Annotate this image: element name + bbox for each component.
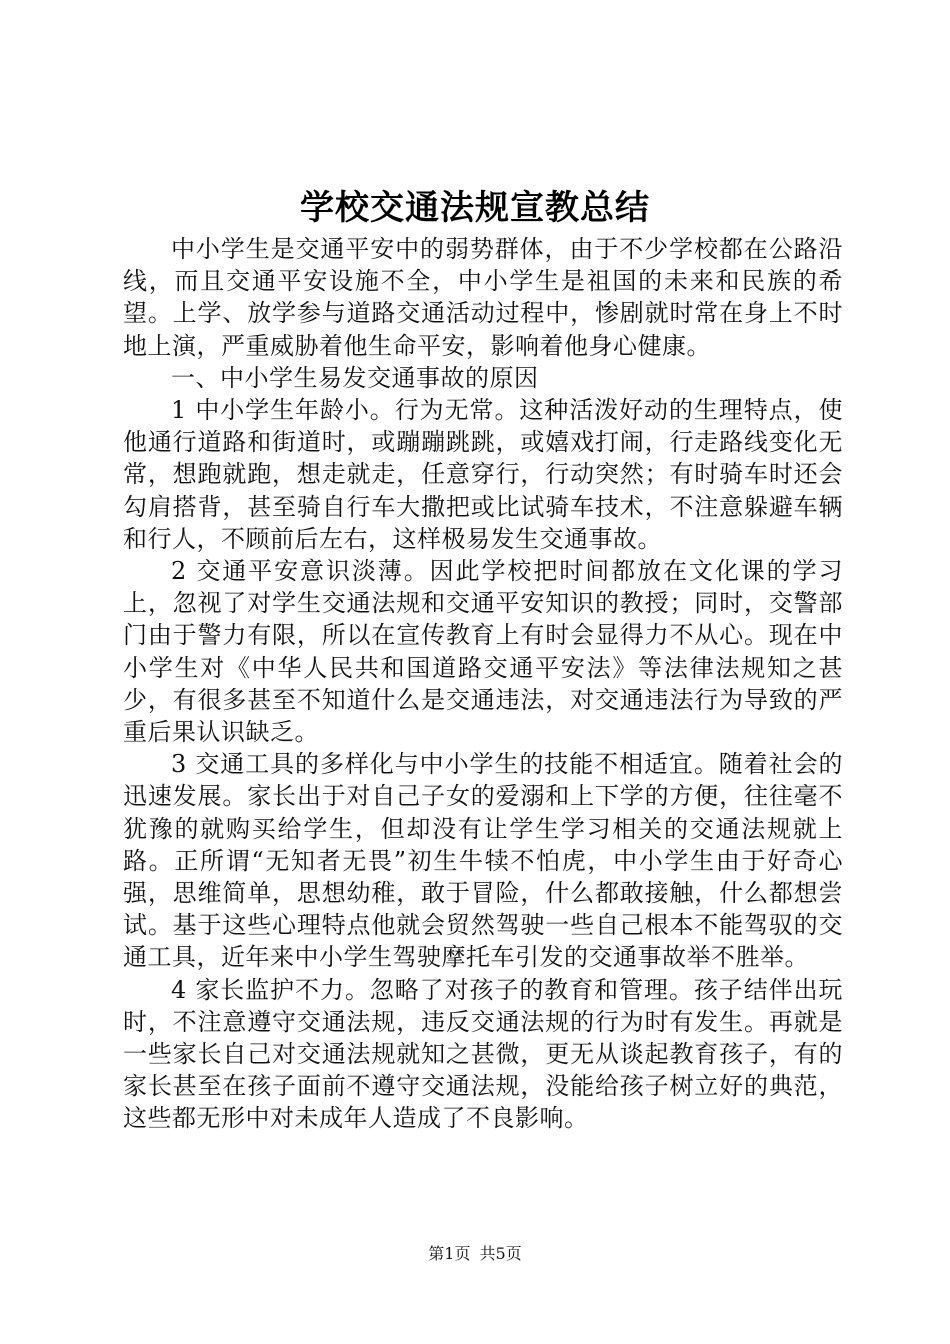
page-number-footer: 第1页 共5页 bbox=[428, 1244, 522, 1263]
document-title: 学校交通法规宣教总结 bbox=[300, 188, 650, 228]
body-paragraph: 3 交通工具的多样化与中小学生的技能不相适宜。随着社会的迅速发展。家长出于对自己子女的爱溺和上下学的方便，往往毫不犹豫的就购买给学生，但却没有让学生学习相关的交通法规就上路。正所谓“无知者无畏”初生牛犊不怕虎，中小学生由于好奇心强，思维简单，思想幼稚，敢于冒险，什么都敢接触，什么都想尝试。基于这些心理特点他就会贸然驾驶一些自己根本不能驾驭的交通工具，近年来中小学生驾驶摩托车引发的交通事故举不胜举。 bbox=[123, 750, 843, 972]
intro-paragraph: 中小学生是交通平安中的弱势群体，由于不少学校都在公路沿线，而且交通平安设施不全，中小学生是祖国的未来和民族的希望。上学、放学参与道路交通活动过程中，惨剧就时常在身上不时地上演，严重威胁着他生命平安，影响着他身心健康。 bbox=[123, 235, 843, 360]
body-paragraph: 1 中小学生年龄小。行为无常。这种活泼好动的生理特点，使他通行道路和街道时，或蹦蹦跳跳，或嬉戏打闹，行走路线变化无常，想跑就跑，想走就走，任意穿行，行动突然；有时骑车时还会勾肩搭背，甚至骑自行车大撒把或比试骑车技术，不注意躲避车辆和行人，不顾前后左右，这样极易发生交通事故。 bbox=[123, 396, 843, 553]
body-paragraph: 4 家长监护不力。忽略了对孩子的教育和管理。孩子结伴出玩时，不注意遵守交通法规，违反交通法规的行为时有发生。再就是一些家长自己对交通法规就知之甚微，更无从谈起教育孩子，有的家长甚至在孩子面前不遵守交通法规，没能给孩子树立好的典范，这些都无形中对未成年人造成了不良影响。 bbox=[123, 975, 843, 1133]
section-heading: 一、中小学生易发交通事故的原因 bbox=[171, 363, 539, 392]
body-paragraph: 2 交通平安意识淡薄。因此学校把时间都放在文化课的学习上，忽视了对学生交通法规和交通平安知识的教授；同时，交警部门由于警力有限，所以在宣传教育上有时会显得力不从心。现在中小学生对《中华人民共和国道路交通平安法》等法律法规知之甚少，有很多甚至不知道什么是交通违法，对交通违法行为导致的严重后果认识缺乏。 bbox=[123, 557, 843, 747]
document-body bbox=[123, 233, 843, 1135]
